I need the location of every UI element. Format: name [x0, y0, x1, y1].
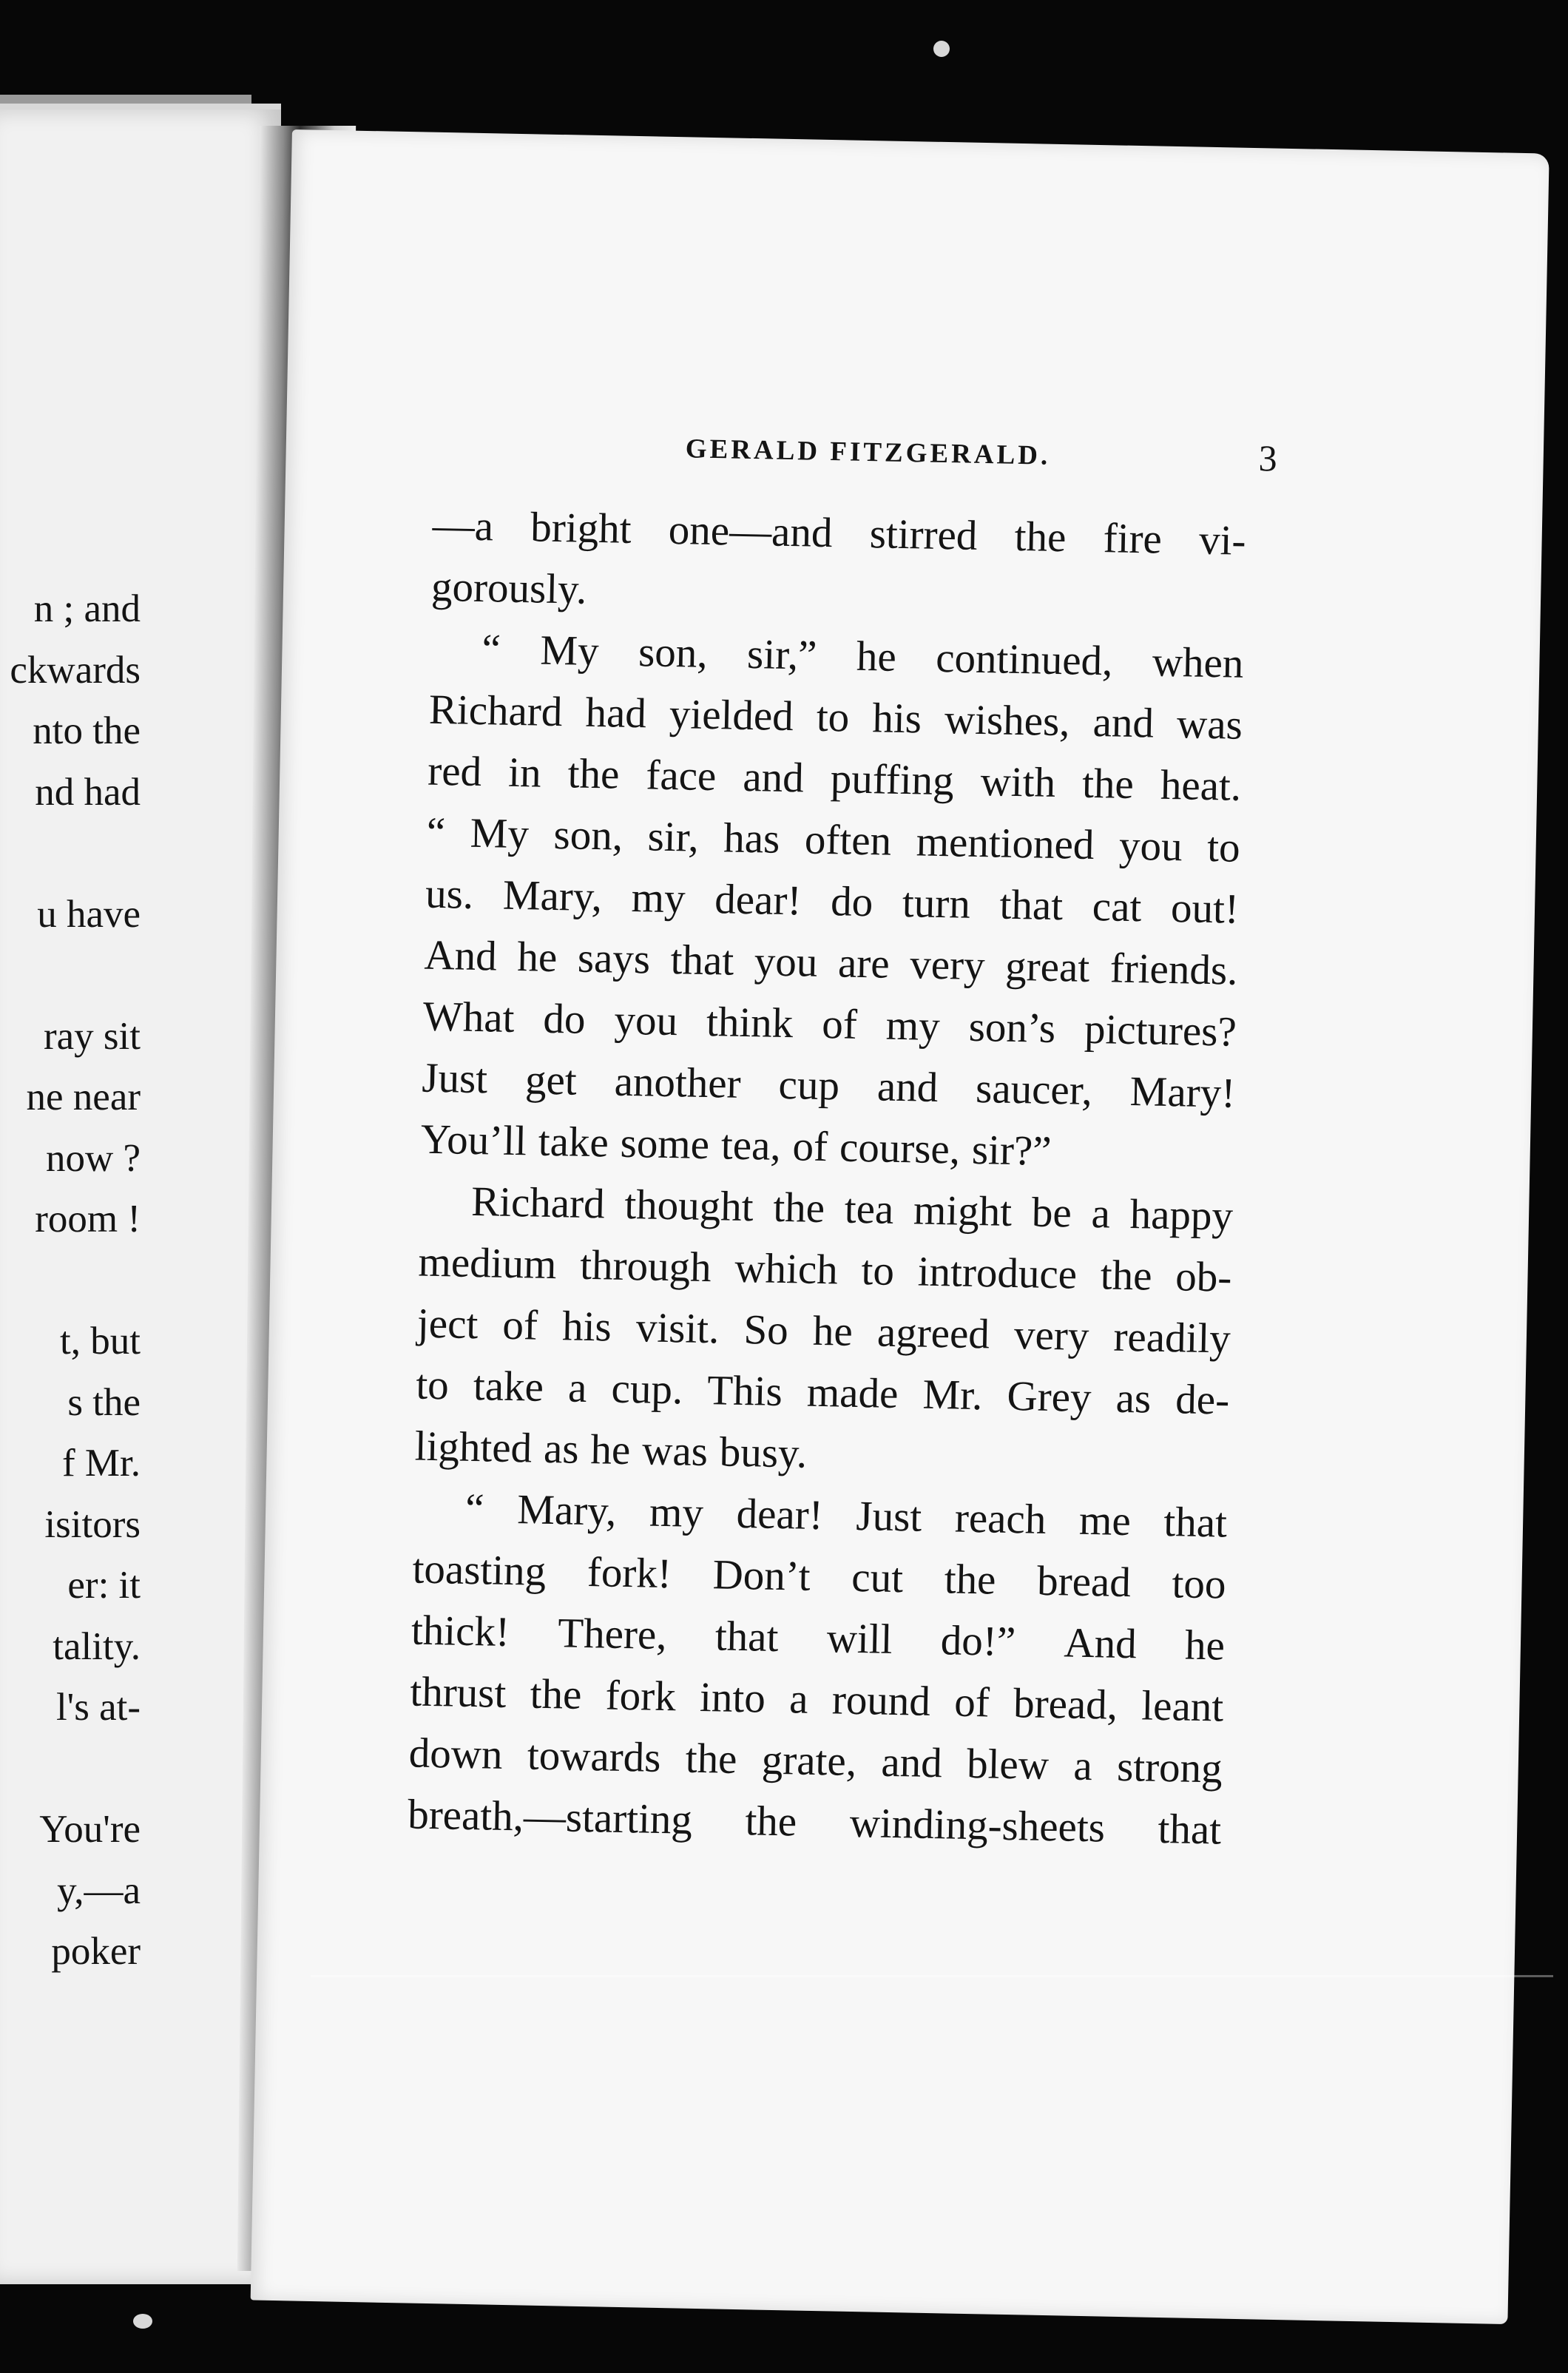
right-page	[251, 129, 1550, 2324]
left-page-line: tality.	[53, 1624, 141, 1668]
text-line: red in the face and puffing with the heat.	[427, 747, 1242, 810]
text-line: down towards the grate, and blew a strong	[408, 1729, 1223, 1792]
text-line: thrust the fork into a round of bread, leant	[409, 1668, 1224, 1731]
text-line: us. Mary, my dear! do turn that cat out!	[425, 870, 1240, 933]
left-page-line: n ; and	[33, 587, 141, 630]
left-page-line: isitors	[44, 1502, 141, 1546]
left-page	[0, 104, 281, 2284]
body-text	[408, 495, 1247, 1861]
left-page-line: s the	[67, 1380, 141, 1424]
scan-line-artifact	[311, 1975, 1553, 1977]
dust-speck	[133, 2314, 152, 2329]
text-line: ject of his visit. So he agreed very readily	[416, 1300, 1231, 1363]
left-page-line: er: it	[67, 1564, 141, 1607]
left-page-line: poker	[51, 1930, 141, 1973]
text-line: “ My son, sir, has often mentioned you to	[426, 809, 1241, 871]
text-line: toasting fork! Don’t cut the bread too	[412, 1545, 1227, 1608]
left-page-line: ne near	[26, 1076, 141, 1118]
left-page-line: nd had	[35, 770, 141, 814]
left-page-line: room !	[35, 1198, 141, 1240]
left-page-line: ckwards	[10, 648, 141, 692]
text-line: Richard thought the tea might be a happy	[470, 1178, 1234, 1240]
left-page-line: y,—a	[57, 1869, 141, 1912]
left-page-line: l's at-	[55, 1686, 141, 1729]
left-page-line: f Mr.	[62, 1442, 141, 1485]
left-page-line: nto the	[33, 709, 141, 752]
text-line: Richard had yielded to his wishes, and was	[428, 686, 1243, 749]
text-line: And he says that you are very great friends.	[424, 931, 1238, 994]
left-page-line: You're	[39, 1808, 141, 1851]
left-page-line: u have	[37, 892, 141, 936]
dust-speck	[933, 41, 950, 57]
text-line: medium through which to introduce the ob-	[418, 1238, 1232, 1301]
text-line: gorously.	[430, 563, 587, 613]
text-line: “ My son, sir,” he continued, when	[481, 626, 1244, 687]
text-line: breath,—starting the winding-sheets that	[407, 1791, 1222, 1854]
text-line: Just get another cup and saucer, Mary!	[421, 1054, 1236, 1117]
left-page-line: t, but	[60, 1320, 141, 1363]
text-line: —a bright one—and stirred the fire vi-	[432, 502, 1247, 564]
page-number: 3	[1258, 437, 1278, 479]
left-page-line: now ?	[45, 1136, 141, 1180]
text-line: You’ll take some tea, of course, sir?”	[420, 1115, 1052, 1175]
text-line: thick! There, that will do!” And he	[410, 1607, 1226, 1670]
text-line: What do you think of my son’s pictures?	[422, 993, 1237, 1056]
text-line: “ Mary, my dear! Just reach me that	[464, 1485, 1228, 1547]
text-line: lighted as he was busy.	[414, 1422, 808, 1477]
text-line: to take a cup. This made Mr. Grey as de-	[415, 1361, 1230, 1424]
running-head: GERALD FITZGERALD.	[685, 433, 1051, 471]
left-page-line: ray sit	[44, 1014, 141, 1058]
